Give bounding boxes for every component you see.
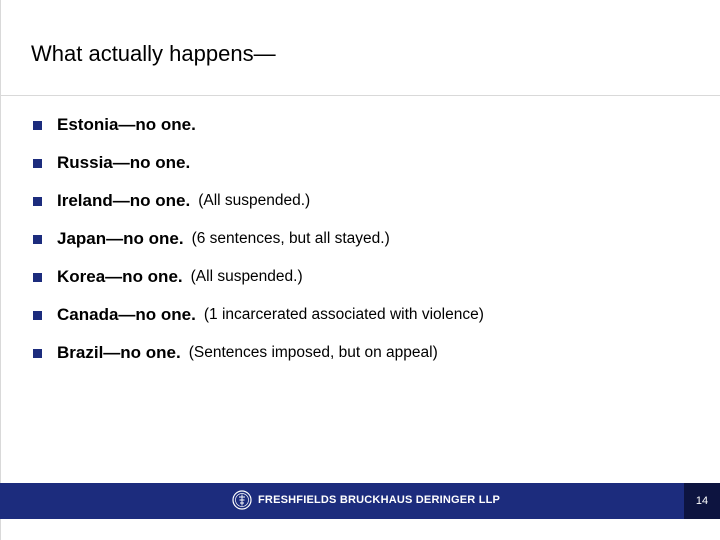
bullet-note-text: (All suspended.): [198, 192, 311, 209]
square-bullet-icon: [33, 273, 42, 282]
square-bullet-icon: [33, 197, 42, 206]
bullet-item-russia: [33, 151, 190, 175]
bullet-main-text: Canada—no one.: [57, 305, 196, 324]
bullet-item-estonia: [33, 113, 196, 137]
bullet-item-brazil: [33, 341, 438, 365]
bullet-note-text: (1 incarcerated associated with violence): [203, 306, 484, 323]
bullet-main-text: Japan—no one.: [57, 229, 184, 248]
bullet-note-text: (6 sentences, but all stayed.): [191, 230, 390, 247]
square-bullet-icon: [33, 311, 42, 320]
footer-firm-name: FRESHFIELDS BRUCKHAUS DERINGER LLP: [258, 494, 501, 506]
bullet-item-canada: [33, 303, 484, 327]
bullet-main-text: Ireland—no one.: [57, 191, 191, 210]
bullet-main-text: Russia—no one.: [57, 153, 191, 172]
square-bullet-icon: [33, 235, 42, 244]
bullet-item-ireland: [33, 189, 310, 213]
slide-title: What actually happens—: [31, 41, 276, 66]
square-bullet-icon: [33, 349, 42, 358]
bullet-note-text: (All suspended.): [190, 268, 303, 285]
square-bullet-icon: [33, 121, 42, 130]
bullet-item-japan: [33, 227, 390, 251]
bullet-item-korea: [33, 265, 303, 289]
square-bullet-icon: [33, 159, 42, 168]
bullet-note-text: (Sentences imposed, but on appeal): [188, 344, 438, 361]
firm-seal-icon: [232, 490, 252, 510]
bullet-main-text: Estonia—no one.: [57, 115, 196, 134]
bullet-main-text: Brazil—no one.: [57, 343, 181, 362]
bullet-main-text: Korea—no one.: [57, 267, 183, 286]
page-number: 14: [684, 483, 720, 519]
